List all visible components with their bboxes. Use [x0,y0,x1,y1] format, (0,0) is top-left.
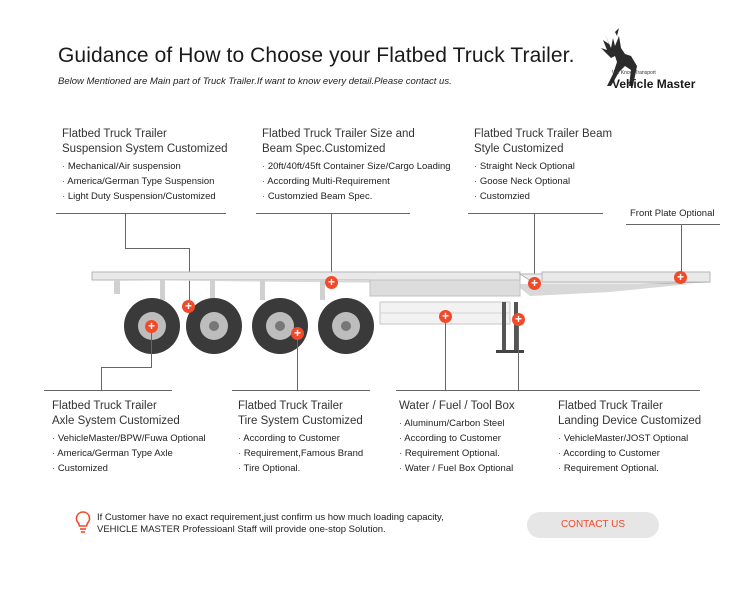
axle-item: · Customized [52,461,206,476]
page-title: Guidance of How to Choose your Flatbed Truck Trailer. [58,44,575,67]
tire-item: · Tire Optional. [238,461,363,476]
divider [256,213,410,214]
beam-item: · Straight Neck Optional [474,159,612,174]
connector [518,326,519,390]
logo-tagline: We Know Transport [612,70,656,76]
size-section [262,127,451,204]
suspension-section [62,127,228,204]
suspension-item: · America/German Type Suspension [62,174,228,189]
divider [56,213,226,214]
suspension-item: · Mechanical/Air suspension [62,159,228,174]
hotspot-axle-plus-icon[interactable]: + [145,320,158,333]
size-item: · Customzied Beam Spec. [262,189,451,204]
connector [101,367,102,391]
tire-items [238,431,363,476]
suspension-title-1: Flatbed Truck Trailer [62,128,167,140]
axle-item: · America/German Type Axle [52,446,206,461]
axle-item: · VehicleMaster/BPW/Fuwa Optional [52,431,206,446]
tire-section [238,399,363,476]
divider [468,213,603,214]
size-title-1: Flatbed Truck Trailer Size and [262,128,415,140]
axle-title-2: Axle System Customized [52,415,180,427]
connector [151,333,152,367]
hotspot-beam-plus-icon[interactable]: + [528,277,541,290]
beam-title-1: Flatbed Truck Trailer Beam [474,128,613,140]
water-box-items [399,416,515,476]
water-box-title: Water / Fuel / Tool Box [399,400,515,412]
suspension-item: · Light Duty Suspension/Customized [62,189,228,204]
tire-item: · Requirement,Famous Brand [238,446,363,461]
hotspot-front-plate-plus-icon[interactable]: + [674,271,687,284]
water-box-item: · Requirement Optional. [399,446,515,461]
hotspot-water-box-plus-icon[interactable]: + [439,310,452,323]
beam-item: · Customzied [474,189,612,204]
landing-title-1: Flatbed Truck Trailer [558,400,663,412]
connector [125,248,190,249]
size-items [262,159,451,204]
connector [297,340,298,390]
axle-title-1: Flatbed Truck Trailer [52,400,157,412]
water-box-item: · Aluminum/Carbon Steel [399,416,515,431]
logo-name: Vehicle Master [612,77,696,91]
divider [550,390,700,391]
water-box-item: · According to Customer [399,431,515,446]
divider [396,390,519,391]
hotspot-size-plus-icon[interactable]: + [325,276,338,289]
landing-items [558,431,701,476]
tire-item: · According to Customer [238,431,363,446]
landing-section [558,399,701,476]
footer-notice [97,512,444,536]
divider [232,390,370,391]
divider [44,390,172,391]
footer-notice-line-1: If Customer have no exact requirement,just confirm us how much loading capacity, [97,512,444,523]
beam-items [474,159,612,204]
footer-notice-line-2: VEHICLE MASTER Professioanl Staff will provide one-stop Solution. [97,524,386,535]
beam-section [474,127,612,204]
landing-title-2: Landing Device Customized [558,415,702,427]
front-plate-label: Front Plate Optional [630,208,715,219]
beam-title-2: Style Customized [474,143,564,155]
water-box-section [399,399,515,476]
tire-title-2: Tire System Customized [238,415,363,427]
tire-title-1: Flatbed Truck Trailer [238,400,343,412]
size-item: · 20ft/40ft/45ft Container Size/Cargo Loading [262,159,451,174]
axle-section [52,399,206,476]
lightbulb-icon [74,510,92,534]
beam-item: · Goose Neck Optional [474,174,612,189]
hotspot-suspension-plus-icon[interactable]: + [182,300,195,313]
divider [626,224,720,225]
landing-item: · Requirement Optional. [558,461,701,476]
size-title-2: Beam Spec.Customized [262,143,386,155]
size-item: · According Multi-Requirement [262,174,451,189]
contact-us-button[interactable]: CONTACT US [527,512,659,538]
connector [125,213,126,248]
page-subtitle: Below Mentioned are Main part of Truck Trailer.If want to know every detail.Please contact us. [58,76,452,87]
hotspot-landing-plus-icon[interactable]: + [512,313,525,326]
connector [101,367,152,368]
axle-items [52,431,206,476]
hotspot-tire-plus-icon[interactable]: + [291,327,304,340]
water-box-item: · Water / Fuel Box Optional [399,461,515,476]
landing-item: · According to Customer [558,446,701,461]
trailer-illustration [90,262,715,362]
connector [445,323,446,390]
suspension-items [62,159,228,204]
landing-item: · VehicleMaster/JOST Optional [558,431,701,446]
suspension-title-2: Suspension System Customized [62,143,228,155]
